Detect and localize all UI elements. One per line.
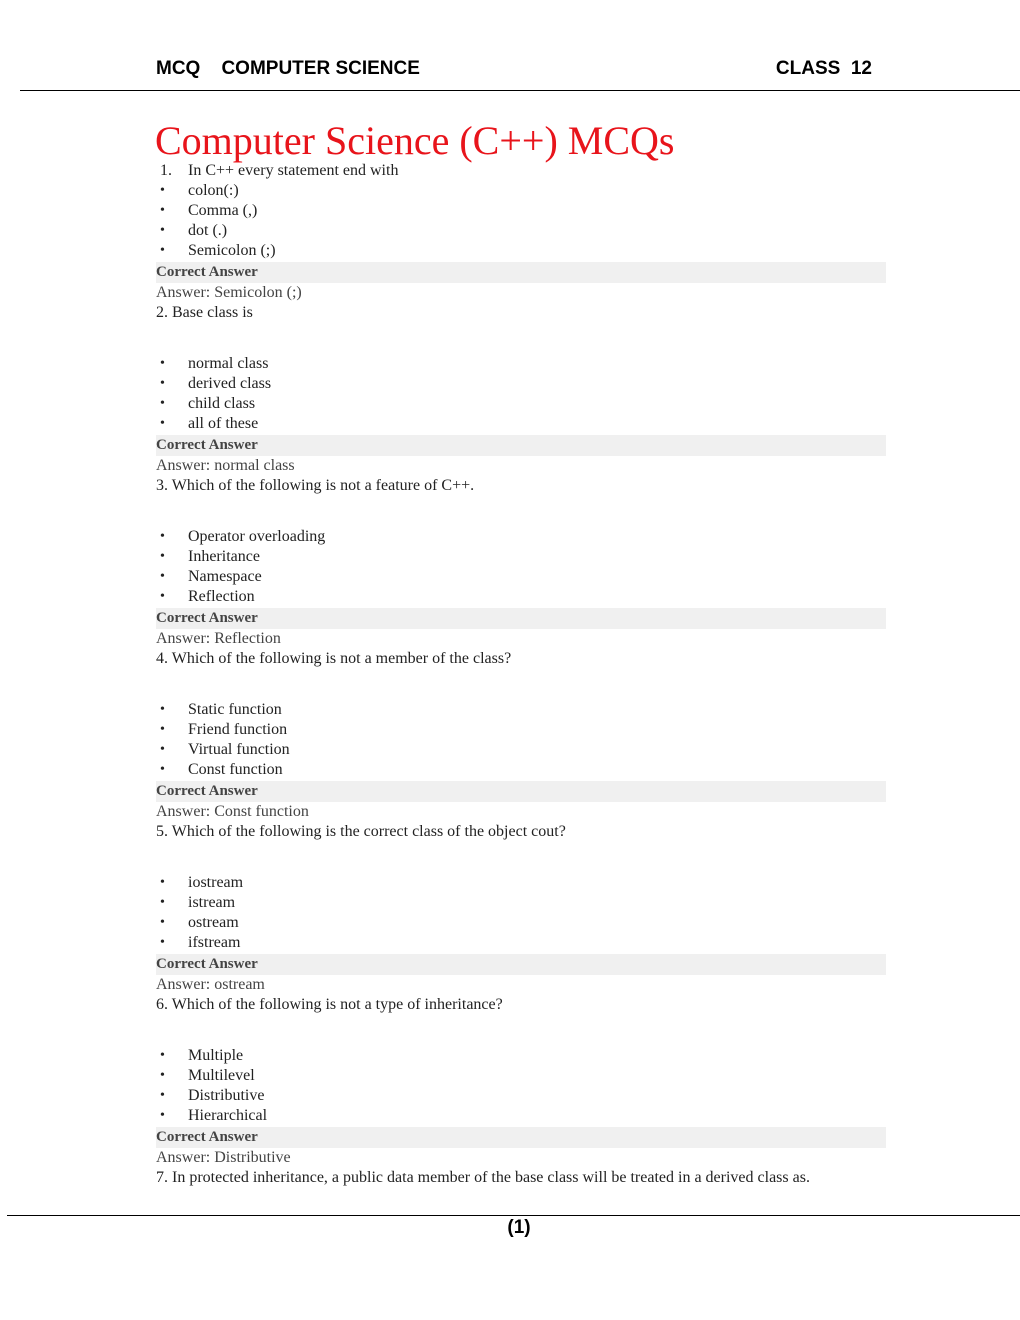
correct-answer-heading: Correct Answer [156,781,886,802]
question-6: 6. Which of the following is not a type of inheritance? [156,996,503,1013]
option-item [156,933,886,953]
answer-text: Answer: normal class [156,457,295,474]
option-item [156,1066,886,1086]
option-item [156,394,886,414]
option-text: dot (.) [188,222,228,239]
option-item [156,221,886,241]
option-item [156,740,886,760]
question-7: 7. In protected inheritance, a public data member of the base class will be treated in a derived class as. [156,1169,810,1186]
option-text: Distributive [188,1087,265,1104]
bullet-icon: • [160,376,165,391]
answer-text: Answer: Distributive [156,1149,291,1166]
question-5: 5. Which of the following is the correct class of the object cout? [156,823,566,840]
question-text: In C++ every statement end with [188,162,399,179]
option-item [156,201,886,221]
bullet-icon: • [160,1068,165,1083]
header-class: CLASS 12 [775,58,872,79]
bullet-icon: • [160,223,165,238]
option-text: Reflection [188,588,255,605]
option-text: Virtual function [188,741,290,758]
option-text: Multiple [188,1047,244,1064]
bullet-icon: • [160,875,165,890]
bullet-icon: • [160,895,165,910]
bullet-icon: • [160,742,165,757]
bullet-icon: • [160,396,165,411]
question-2: 2. Base class is [156,304,253,321]
option-text: colon(:) [188,182,239,199]
question-3: 3. Which of the following is not a feature of C++. [156,477,475,494]
bullet-icon: • [160,416,165,431]
option-item [156,527,886,547]
page-header [156,58,872,82]
option-item [156,241,886,261]
option-text: normal class [188,355,269,372]
bullet-icon: • [160,589,165,604]
option-text: Semicolon (;) [188,242,276,259]
option-item [156,547,886,567]
option-text: Operator overloading [188,528,326,545]
answer-text: Answer: ostream [156,976,265,993]
option-item [156,181,886,201]
option-text: derived class [188,375,272,392]
option-text: Friend function [188,721,288,738]
bullet-icon: • [160,935,165,950]
option-item [156,700,886,720]
bullet-icon: • [160,702,165,717]
correct-answer-heading: Correct Answer [156,608,886,629]
footer-divider [7,1215,1020,1216]
header-divider [20,90,1020,91]
page-title: Computer Science (C++) MCQs [155,118,675,163]
option-item [156,720,886,740]
bullet-icon: • [160,569,165,584]
header-subject: MCQ COMPUTER SCIENCE [156,58,420,79]
bullet-icon: • [160,529,165,544]
answer-text: Answer: Semicolon (;) [156,284,302,301]
option-text: istream [188,894,236,911]
option-item [156,567,886,587]
bullet-icon: • [160,1108,165,1123]
option-text: ifstream [188,934,241,951]
option-text: Hierarchical [188,1107,268,1124]
bullet-icon: • [160,1088,165,1103]
bullet-icon: • [160,356,165,371]
option-text: Const function [188,761,283,778]
correct-answer-heading: Correct Answer [156,262,886,283]
option-text: all of these [188,415,259,432]
question-number: 1. [160,162,172,179]
option-item [156,873,886,893]
answer-text: Answer: Const function [156,803,309,820]
bullet-icon: • [160,243,165,258]
correct-answer-heading: Correct Answer [156,954,886,975]
bullet-icon: • [160,762,165,777]
option-item [156,1106,886,1126]
question-1 [156,161,886,181]
option-text: Static function [188,701,282,718]
option-item [156,760,886,780]
option-text: Inheritance [188,548,260,565]
option-item [156,893,886,913]
bullet-icon: • [160,183,165,198]
bullet-icon: • [160,722,165,737]
answer-text: Answer: Reflection [156,630,281,647]
option-text: iostream [188,874,244,891]
option-text: ostream [188,914,239,931]
option-item [156,1086,886,1106]
option-item [156,374,886,394]
bullet-icon: • [160,915,165,930]
mcq-content [156,161,886,1188]
correct-answer-heading: Correct Answer [156,435,886,456]
bullet-icon: • [160,1048,165,1063]
page-number: (1) [507,1217,531,1238]
option-text: Multilevel [188,1067,255,1084]
option-item [156,1046,886,1066]
option-item [156,354,886,374]
bullet-icon: • [160,549,165,564]
correct-answer-heading: Correct Answer [156,1127,886,1148]
option-text: Namespace [188,568,262,585]
option-text: child class [188,395,256,412]
option-item [156,414,886,434]
option-item [156,587,886,607]
bullet-icon: • [160,203,165,218]
option-text: Comma (,) [188,202,258,219]
question-4: 4. Which of the following is not a member of the class? [156,650,512,667]
option-item [156,913,886,933]
